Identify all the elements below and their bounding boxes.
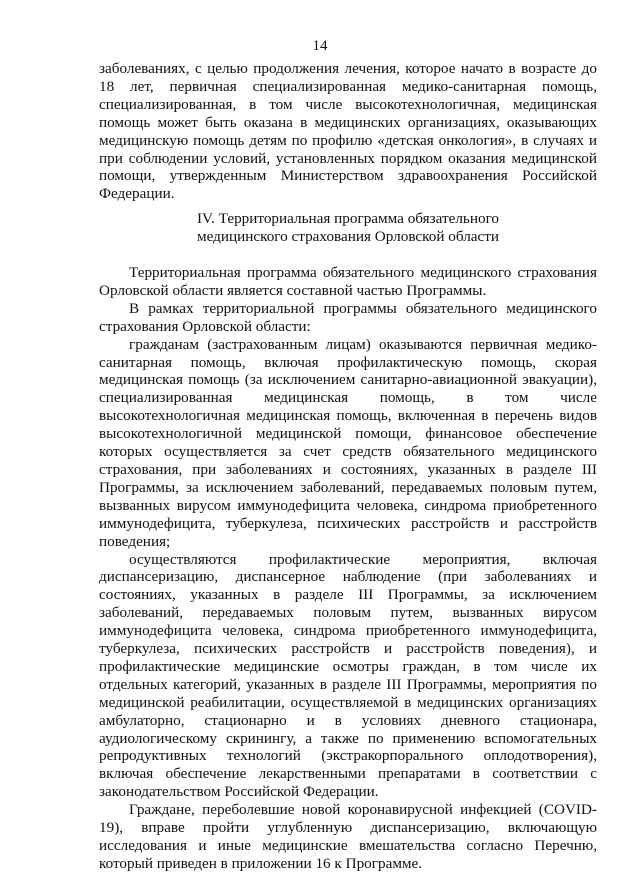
paragraph-intro: Территориальная программа обязательного медицинского страхования Орловской области является составной частью Программы. (99, 264, 597, 299)
section-body (99, 264, 597, 873)
page-number: 14 (312, 38, 328, 54)
paragraph-care-provided: гражданам (застрахованным лицам) оказываются первичная медико-санитарная помощь, включая профилактическую помощь, скорая медицинская помощь (за исключением санитарно-авиационной эвакуации), специализированная медицинская помощь, в том числе высокотехнологичная медицинская помощь, включенная в перечень видов высокотехнологичной медицинской помощи, финансовое обеспечение которых осуществляется за счет средств обязательного медицинского страхования, при заболеваниях и состояниях, указанных в разделе III Программы, за исключением заболеваний, передаваемых половым путем, вызванных вирусом иммунодефицита человека, синдрома приобретенного иммунодефицита, туберкулеза, психических расстройств и расстройств поведения; (99, 335, 597, 550)
continuation-paragraph: заболеваниях, с целью продолжения лечения, которое начато в возрасте до 18 лет, первичная специализированная медико-санитарная помощь, специализированная, в том числе высокотехнологичная, медицинская помощь может быть оказана в медицинских организациях, оказывающих медицинскую помощь детям по профилю «детская онкология», в случаях и при соблюдении условий, установленных порядком оказания медицинской помощи, утвержденным Министерством здравоохранения Российской Федерации. (99, 60, 597, 203)
paragraph-covid: Граждане, переболевшие новой коронавирусной инфекцией (COVID-19), вправе пройти углубленную диспансеризацию, включающую исследования и иные медицинские вмешательства согласно Перечню, который приведен в приложении 16 к Программе. (99, 801, 597, 872)
continuation-text-block (99, 60, 597, 203)
section-heading-line-1: IV. Территориальная программа обязательного (196, 210, 500, 227)
section-heading (99, 210, 597, 246)
paragraph-preventive-measures: осуществляются профилактические мероприятия, включая диспансеризацию, диспансерное наблюдение (при заболеваниях и состояниях, указанных в разделе III Программы, за исключением заболеваний, передаваемых половым путем, вызванных вирусом иммунодефицита человека, синдрома приобретенного иммунодефицита, туберкулеза, психических расстройств и расстройств поведения), и профилактические медицинские осмотры граждан, в том числе их отдельных категорий, указанных в разделе III Программы, мероприятия по медицинской реабилитации, осуществляемой в медицинских организациях амбулаторно, стационарно и в условиях дневного стационара, аудиологическому скринингу, а также по применению вспомогательных репродуктивных технологий (экстракорпорального оплодотворения), включая обеспечение лекарственными препаратами в соответствии с законодательством Российской Федерации. (99, 550, 597, 801)
section-heading-line-2: медицинского страхования Орловской области (196, 227, 500, 245)
paragraph-scope: В рамках территориальной программы обязательного медицинского страхования Орловской области: (99, 299, 597, 335)
